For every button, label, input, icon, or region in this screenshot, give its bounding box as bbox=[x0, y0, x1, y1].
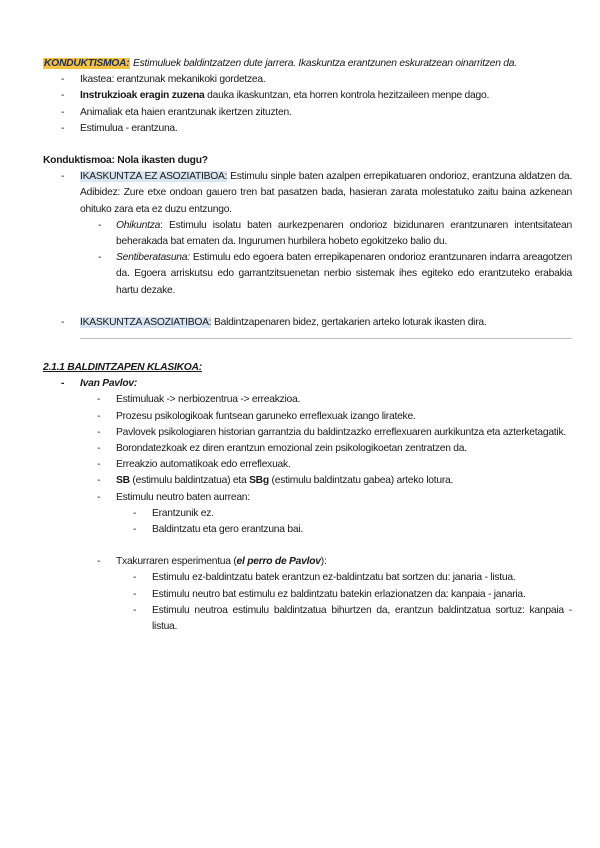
ohikuntza-label: Ohikuntza bbox=[116, 219, 161, 231]
list-item-text: dauka ikaskuntzan, eta horren kontrola hezitzaileen menpe dago. bbox=[204, 90, 490, 102]
question-heading: Konduktismoa: Nola ikasten dugu? bbox=[43, 155, 208, 167]
sub-list-item: - Erantzunik ez. bbox=[43, 506, 572, 522]
asoziatiboa-text: Baldintzapenaren bidez, gertakarien arteko loturak ikasten dira. bbox=[211, 316, 487, 328]
list-item bbox=[43, 121, 572, 137]
sub-list-item: - Estimulu neutroa estimulu baldintzatua bihurtzen da, erantzun baldintzatua sortuz: kanpaia - listua. bbox=[43, 603, 572, 635]
asoziatiboa-label: IKASKUNTZA ASOZIATIBOA: bbox=[80, 316, 212, 328]
sub-list-item bbox=[80, 218, 572, 250]
ez-asoziatiboa-label: IKASKUNTZA EZ ASOZIATIBOA: bbox=[80, 171, 228, 183]
list-item bbox=[43, 169, 572, 299]
list-item-text: Animaliak eta haien erantzunak ikertzen zituzten. bbox=[80, 106, 292, 118]
list-item: - Estimuluak -> nerbiozentrua -> erreakzioa. bbox=[43, 392, 572, 408]
author-name: Ivan Pavlov: bbox=[80, 378, 138, 390]
author-heading bbox=[43, 376, 572, 392]
exp-italic: el perro de Pavlov bbox=[236, 556, 321, 568]
sentiberatasuna-text: Estimulu edo egoera baten errepikapenaren ondorioz erantzunaren indarra areagotzen da. Egoera arriskutsu edo garrantzitsuenetan nerbio sistemak ihes egiteko edo erantzuteko erabakia hartu dezake. bbox=[116, 252, 572, 296]
spacer bbox=[43, 538, 572, 554]
document-page bbox=[43, 56, 572, 635]
intro-list bbox=[43, 72, 572, 137]
intro-paragraph bbox=[43, 56, 572, 72]
list-item-text: Ikastea: erantzunak mekanikoki gordetzea. bbox=[80, 74, 266, 86]
ohikuntza-text: : Estimulu isolatu baten aurkezpenaren ondorioz bizidunaren erantzunaren intentsitatean beherakada bat ematen da. Ingurumen hurbilera hobeto egokitzeko balio du. bbox=[116, 219, 572, 248]
section-title: 2.1.1 BALDINTZAPEN KLASIKOA: bbox=[43, 362, 202, 374]
ez-asoziatiboa-text: Estimulu sinple baten azalpen errepikatuaren ondorioz, erantzuna aldatzen da. Adibidez: Zure etxe ondoan gauero tren bat pasatzen bada, hasieran zarata molestatuko zaitu baina azkenean ohituko zara eta ez duzu entzungo. bbox=[80, 171, 572, 215]
list-item: - Borondatezkoak ez diren erantzun emozional zein psikologikoetan zentratzen da. bbox=[43, 441, 572, 457]
sentiberatasuna-label: Sentiberatasuna: bbox=[116, 252, 190, 264]
list-item bbox=[43, 72, 572, 88]
sub-list-item bbox=[80, 250, 572, 299]
list-item bbox=[43, 88, 572, 104]
learning-types-list bbox=[43, 169, 572, 331]
exp-text: Txakurraren esperimentua ( bbox=[116, 556, 237, 568]
list-item bbox=[43, 490, 572, 506]
sub-list-item: - Estimulu neutro bat estimulu ez baldintzatu batekin erlazionatzen da: kanpaia - janaria. bbox=[43, 587, 572, 603]
intro-text: Estimuluek baldintzatzen dute jarrera. Ikaskuntza erantzunen eskuratzean oinarritzen da. bbox=[130, 58, 517, 69]
experiment-sub-list bbox=[43, 570, 572, 635]
sb-abbrev: SB bbox=[116, 475, 130, 487]
list-item-text: Estimulua - erantzuna. bbox=[80, 122, 178, 134]
divider bbox=[80, 338, 572, 339]
list-item bbox=[43, 473, 572, 489]
list-item bbox=[43, 554, 572, 570]
sub-list-item: - Baldintzatu eta gero erantzuna bai. bbox=[43, 522, 572, 538]
list-item: - Pavlovek psikologiaren historian garrantzia du baldintzazko erreflexuaren aurkikuntza eta azterketagatik. bbox=[43, 425, 572, 441]
sbg-text: (estimulu baldintzatu gabea) arteko lotura. bbox=[268, 475, 454, 487]
list-item-bold: Instrukzioak eragin zuzena bbox=[80, 90, 205, 102]
list-item bbox=[43, 105, 572, 121]
sb-text: (estimulu baldintzatua) eta bbox=[129, 475, 250, 487]
neutral-text: Estimulu neutro baten aurrean: bbox=[116, 491, 250, 503]
sbg-abbrev: SBg bbox=[249, 475, 269, 487]
pavlov-list bbox=[43, 392, 572, 505]
experiment-list bbox=[43, 554, 572, 570]
sub-list-item: - Estimulu ez-baldintzatu batek erantzun ez-baldintzatu bat sortzen du: janaria - listua. bbox=[43, 570, 572, 586]
list-item: - Prozesu psikologikoak funtsean garuneko erreflexuak izango lirateke. bbox=[43, 409, 572, 425]
exp-text-end: ): bbox=[320, 556, 327, 568]
sub-list bbox=[80, 218, 572, 299]
list-item bbox=[43, 315, 572, 331]
list-item: - Erreakzio automatikoak edo erreflexuak. bbox=[43, 457, 572, 473]
neutral-sub-list bbox=[43, 506, 572, 538]
konduktismoa-keyword: KONDUKTISMOA: bbox=[44, 58, 130, 69]
